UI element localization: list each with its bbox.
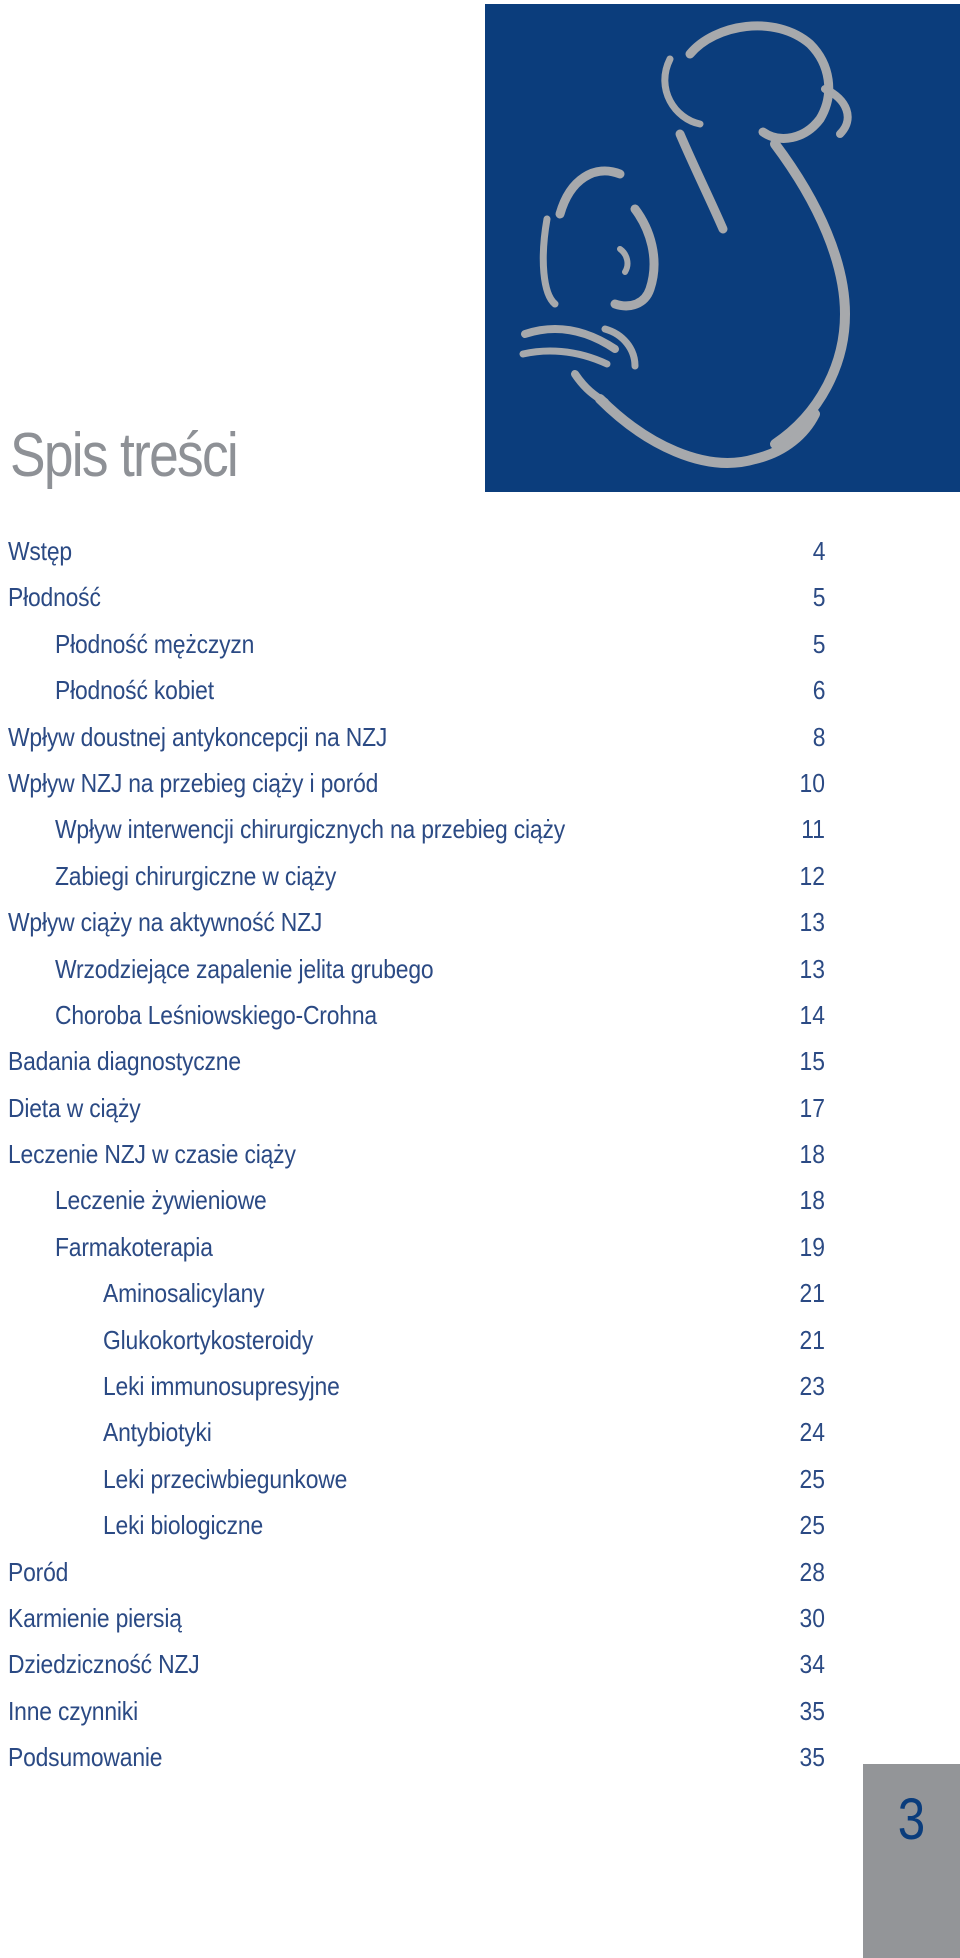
toc-entry-title: Podsumowanie [8,1742,163,1773]
toc-entry-page-number: 28 [799,1556,825,1587]
toc-entry-title: Dieta w ciąży [8,1092,141,1123]
toc-entry[interactable] [0,1549,960,1595]
page-number-tab [863,1764,960,1958]
toc-entry-page-number: 5 [812,628,825,659]
toc-entry-title: Choroba Leśniowskiego-Crohna [55,999,377,1030]
toc-entry-title: Wpływ doustnej antykoncepcji na NZJ [8,721,388,752]
toc-entry-title: Wpływ interwencji chirurgicznych na przebieg ciąży [55,814,566,845]
toc-entry-page-number: 30 [799,1602,825,1633]
toc-entry-page-number: 5 [812,582,825,613]
table-of-contents [0,528,960,1781]
toc-entry[interactable] [0,946,960,992]
toc-entry-page-number: 24 [799,1417,825,1448]
toc-entry-page-number: 18 [799,1139,825,1170]
toc-entry-title: Wpływ ciąży na aktywność NZJ [8,907,323,938]
toc-entry-title: Wpływ NZJ na przebieg ciąży i poród [8,767,379,798]
toc-entry-page-number: 15 [799,1046,825,1077]
toc-entry[interactable] [0,621,960,667]
toc-entry-title: Inne czynniki [8,1695,138,1726]
toc-entry-page-number: 25 [799,1463,825,1494]
toc-entry-title: Wrzodziejące zapalenie jelita grubego [55,953,434,984]
toc-entry[interactable] [0,899,960,945]
toc-entry-title: Leki immunosupresyjne [103,1371,340,1402]
toc-entry-page-number: 8 [812,721,825,752]
toc-entry[interactable] [0,1641,960,1687]
toc-entry[interactable] [0,714,960,760]
toc-entry-page-number: 10 [799,767,825,798]
toc-entry-title: Poród [8,1556,69,1587]
toc-entry-page-number: 25 [799,1510,825,1541]
toc-entry-title: Leczenie żywieniowe [55,1185,267,1216]
toc-entry-title: Zabiegi chirurgiczne w ciąży [55,860,337,891]
page-number: 3 [897,1787,926,1852]
toc-entry[interactable] [0,1038,960,1084]
toc-entry-title: Farmakoterapia [55,1231,213,1262]
toc-entry[interactable] [0,1456,960,1502]
toc-entry-page-number: 35 [799,1695,825,1726]
toc-entry-title: Dziedziczność NZJ [8,1649,200,1680]
toc-entry-title: Leczenie NZJ w czasie ciąży [8,1139,296,1170]
toc-entry-title: Leki przeciwbiegunkowe [103,1463,348,1494]
toc-entry[interactable] [0,1177,960,1223]
toc-entry[interactable] [0,574,960,620]
page-title: Spis treści [10,421,238,490]
toc-entry-page-number: 18 [799,1185,825,1216]
toc-entry-page-number: 19 [799,1231,825,1262]
toc-entry-title: Wstęp [8,536,72,566]
toc-entry[interactable] [0,1734,960,1780]
toc-entry-title: Płodność mężczyzn [55,628,255,659]
toc-entry-page-number: 23 [799,1371,825,1402]
toc-entry[interactable] [0,806,960,852]
toc-entry-title: Płodność [8,582,101,613]
toc-entry-page-number: 14 [799,999,825,1030]
toc-entry-title: Glukokortykosteroidy [103,1324,314,1355]
toc-entry-page-number: 13 [799,953,825,984]
toc-entry[interactable] [0,1224,960,1270]
toc-entry-title: Aminosalicylany [103,1278,265,1309]
toc-entry[interactable] [0,853,960,899]
toc-entry[interactable] [0,1085,960,1131]
toc-entry-page-number: 21 [799,1324,825,1355]
toc-entry-page-number: 6 [812,675,825,706]
toc-entry[interactable] [0,1270,960,1316]
toc-entry[interactable] [0,1131,960,1177]
toc-entry-page-number: 13 [799,907,825,938]
toc-entry-page-number: 11 [801,814,825,845]
toc-entry-page-number: 35 [799,1742,825,1773]
toc-entry-page-number: 21 [799,1278,825,1309]
toc-entry-title: Leki biologiczne [103,1510,263,1541]
toc-entry[interactable] [0,992,960,1038]
toc-entry-page-number: 12 [799,860,825,891]
toc-entry-page-number: 34 [799,1649,825,1680]
toc-entry[interactable] [0,1595,960,1641]
toc-entry-title: Badania diagnostyczne [8,1046,241,1077]
toc-entry[interactable] [0,1502,960,1548]
cover-illustration [485,4,960,492]
toc-entry-title: Płodność kobiet [55,675,214,706]
toc-entry[interactable] [0,1317,960,1363]
toc-entry[interactable] [0,1688,960,1734]
toc-entry[interactable] [0,1363,960,1409]
toc-entry[interactable] [0,667,960,713]
toc-entry-page-number: 17 [799,1092,825,1123]
toc-entry[interactable] [0,528,960,574]
toc-entry-title: Antybiotyki [103,1417,212,1448]
toc-entry[interactable] [0,1409,960,1455]
toc-entry-page-number: 4 [812,536,825,566]
pregnant-woman-line-art [485,4,960,492]
toc-entry[interactable] [0,760,960,806]
toc-entry-title: Karmienie piersią [8,1602,182,1633]
